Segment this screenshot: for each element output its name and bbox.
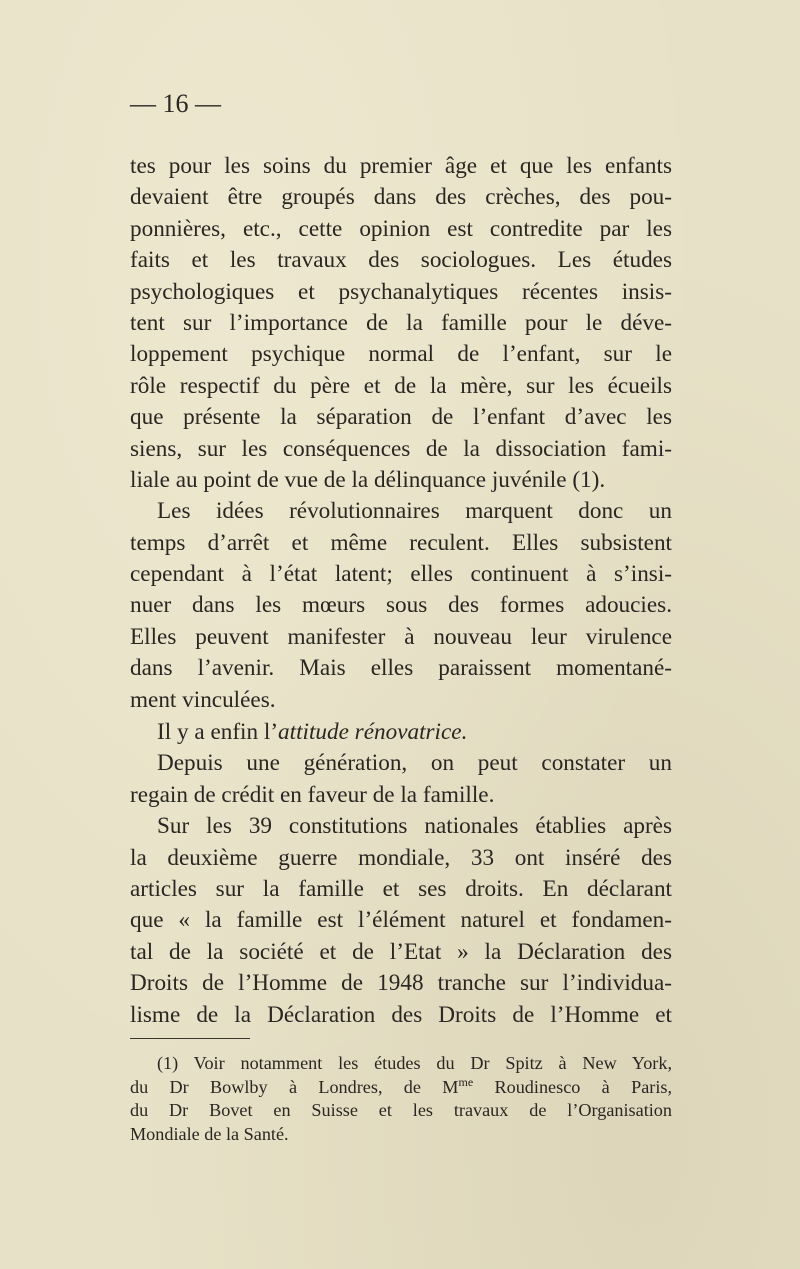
text-line: tal de la société et de l’Etat » la Déclaration des: [130, 938, 672, 965]
text-line: temps d’arrêt et même reculent. Elles subsistent: [130, 529, 672, 556]
text-line: liale au point de vue de la délinquance juvénile (1).: [130, 466, 606, 493]
footnote-line: Mondiale de la Santé.: [130, 1123, 289, 1144]
text-fragment: Il y a enfin l’: [157, 719, 279, 745]
text-line: dans l’avenir. Mais elles paraissent momentané-: [130, 655, 672, 682]
text-line: Droits de l’Homme de 1948 tranche sur l’individua-: [130, 970, 672, 997]
text-line: que présente la séparation de l’enfant d’avec les: [130, 404, 672, 431]
text-line: ment vinculées.: [130, 686, 276, 713]
text-line: cependant à l’état latent; elles continuent à s’insi-: [130, 561, 672, 588]
footnote-line: du Dr Bovet en Suisse et les travaux de l’Organisation: [130, 1100, 672, 1120]
text-line: Depuis une génération, on peut constater un: [157, 750, 672, 777]
text-line: faits et les travaux des sociologues. Les études: [130, 247, 672, 274]
text-line: psychologiques et psychanalytiques récentes insis-: [130, 278, 672, 305]
text-line: rôle respectif du père et de la mère, sur les écueils: [130, 372, 672, 399]
text-fragment: du Dr Bowlby à Londres, de M: [130, 1076, 459, 1097]
footnote: [130, 1052, 672, 1146]
text-line: nuer dans les mœurs sous des formes adoucies.: [130, 592, 672, 619]
page-number: — 16 —: [130, 89, 221, 118]
footnote-line: [130, 1076, 672, 1100]
text-line: regain de crédit en faveur de la famille.: [130, 781, 495, 808]
text-line: siens, sur les conséquences de la dissociation fami-: [130, 435, 672, 462]
emphasis-text: attitude rénovatrice.: [278, 719, 468, 745]
text-line: la deuxième guerre mondiale, 33 ont inséré des: [130, 844, 672, 871]
text-line: devaient être groupés dans des crèches, des pou-: [130, 184, 672, 211]
text-line: tes pour les soins du premier âge et que les enfants: [130, 153, 672, 179]
text-line: ponnières, etc., cette opinion est contredite par les: [130, 215, 672, 242]
footnote-line: (1) Voir notamment les études du Dr Spitz à New York,: [157, 1053, 672, 1073]
text-line: Sur les 39 constitutions nationales établies après: [157, 813, 672, 840]
text-line: loppement psychique normal de l’enfant, sur le: [130, 341, 672, 368]
text-line: Les idées révolutionnaires marquent donc un: [157, 498, 672, 525]
text-line: que « la famille est l’élément naturel et fondamen-: [130, 907, 672, 934]
superscript: me: [458, 1074, 474, 1089]
text-line: Elles peuvent manifester à nouveau leur virulence: [130, 623, 672, 650]
text-fragment: Roudinesco à Paris,: [473, 1076, 672, 1097]
body-text-bottom: [130, 717, 672, 1031]
text-line: tent sur l’importance de la famille pour le déve-: [130, 309, 672, 336]
text-line: articles sur la famille et ses droits. En déclarant: [130, 875, 672, 902]
body-text-top: [130, 151, 672, 716]
text-line: lisme de la Déclaration des Droits de l’Homme et: [130, 1001, 672, 1028]
text-line: [130, 717, 672, 748]
footnote-separator: [130, 1038, 250, 1039]
